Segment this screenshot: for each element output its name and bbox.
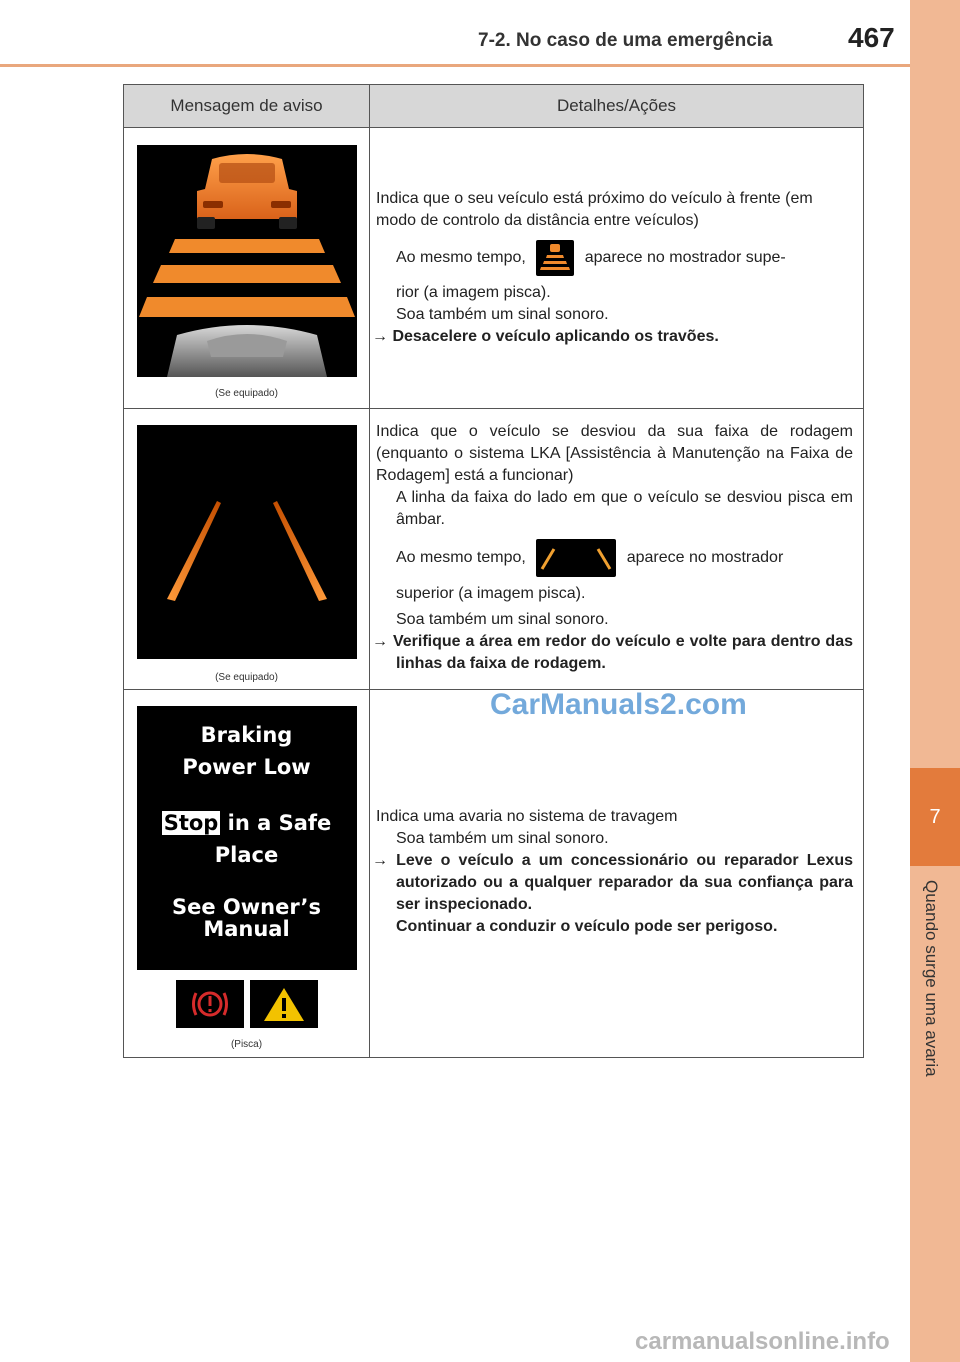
chapter-side-tab [910,0,960,1362]
image-caption: (Pisca) [230,1039,263,1050]
distance-indicator-icon [536,240,574,276]
details-line: superior (a imagem pisca). [396,585,586,602]
approaching-vehicle-icon [137,145,357,377]
table-row [124,128,864,409]
screen-text: See Owner’s Manual [171,895,322,941]
details-line: rior (a imagem pisca). [396,284,551,301]
screen-stop-text: Stop [163,811,219,835]
screen-text: Power Low [182,755,311,779]
details-line [376,539,853,577]
action-text: Desacelere o veículo aplicando os travões. [392,328,719,345]
chapter-label: Quando surge uma avaria [922,880,941,1077]
screen-text [137,812,357,834]
screen-text: Braking [200,723,293,747]
details-text: aparece no mostrador supe- [584,249,786,267]
lane-lines-icon [137,425,357,659]
warning-table [123,84,864,1058]
details-lead: Indica que o veículo se desviou da sua faixa de rodagem (enquanto o sistema LKA [Assistência à Manutenção na Faixa de Rodagem] está a funcionar) [376,423,853,484]
details-text: Ao mesmo tempo, [396,549,526,567]
action-line: → Leve o veículo a um concessionário ou reparador Lexus autorizado ou a qualquer reparador da sua confiança para ser inspecionado. [372,852,853,913]
screen-text: Place [214,843,279,867]
table-header-row [124,85,864,128]
details-cell [370,690,864,1058]
section-title: 7-2. No caso de uma emergência [478,30,773,51]
action-line: → Desacelere o veículo aplicando os travões. [372,328,719,345]
details-lead: Indica que o seu veículo está próximo do veículo à frente (em modo de controlo da distância entre veículos) [376,190,813,229]
action-line: → Verifique a área em redor do veículo e volte para dentro das linhas da faixa de rodagem. [372,633,853,672]
details-line: Soa também um sinal sonoro. [396,830,609,847]
brake-warning-screen [137,706,357,970]
column-header-message: Mensagem de aviso [124,85,370,128]
table-row [124,409,864,690]
page-number: 467 [848,22,895,53]
chapter-number: 7 [910,768,960,866]
details-line: A linha da faixa do lado em que o veículo se desviou pisca em âmbar. [396,489,853,528]
watermark: CarManuals2.com [490,688,747,721]
warning-image-cell [124,409,370,690]
details-line: Soa também um sinal sonoro. [396,611,609,628]
table-row [124,690,864,1058]
action-line: Continuar a conduzir o veículo pode ser perigoso. [396,918,778,935]
brake-warning-icon [176,980,244,1028]
details-line [376,240,853,276]
screen-text: in a Safe [220,811,332,835]
header-divider [0,64,910,67]
warning-lights [124,980,369,1028]
details-cell [370,128,864,409]
footer-watermark: carmanualsonline.info [635,1328,890,1355]
lane-departure-indicator-icon [536,539,616,577]
details-cell [370,409,864,690]
details-lead: Indica uma avaria no sistema de travagem [376,808,678,825]
warning-image-cell [124,128,370,409]
action-text: Verifique a área em redor do veículo e volte para dentro das linhas da faixa de rodagem. [392,633,853,672]
image-caption: (Se equipado) [215,672,278,683]
details-text: aparece no mostrador [626,549,784,567]
lane-departure-screen [137,425,357,659]
warning-image-cell [124,690,370,1058]
image-caption: (Se equipado) [215,388,278,399]
details-line: Soa também um sinal sonoro. [396,306,609,323]
distance-warning-screen [137,145,357,377]
action-text: Leve o veículo a um concessionário ou reparador Lexus autorizado ou a qualquer reparador da sua confiança para ser inspecionado. [396,852,853,913]
details-text: Ao mesmo tempo, [396,249,526,267]
column-header-details: Detalhes/Ações [370,85,864,128]
master-warning-icon [250,980,318,1028]
